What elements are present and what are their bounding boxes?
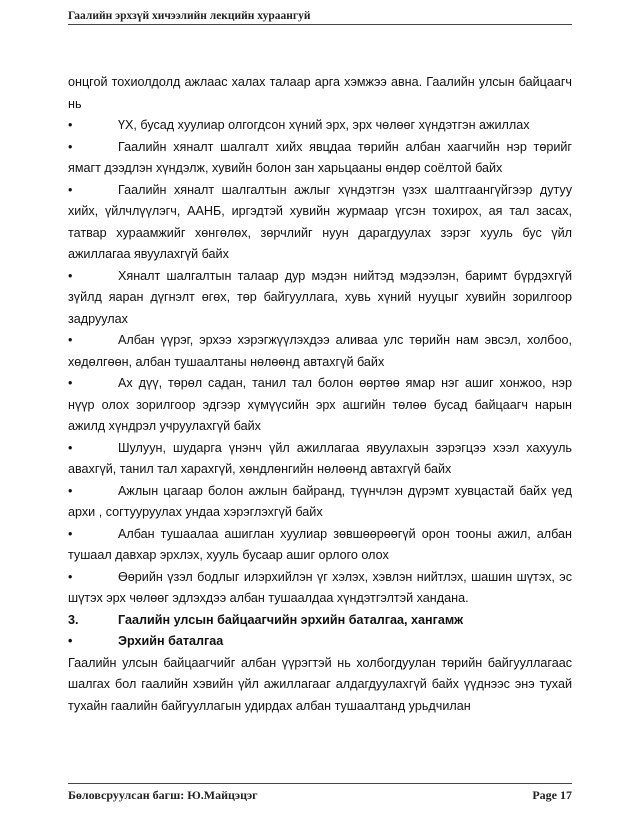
page-header: Гаалийн эрхзүй хичээлийн лекцийн хураангуй [68,10,572,25]
bullet-icon: • [68,376,73,390]
subsection-heading [68,631,572,653]
bullet-icon: • [68,333,73,347]
list-item [68,438,572,481]
bullet-icon: • [68,634,73,648]
list-item-text: ҮХ, бусад хуулиар олгогдсон хүний эрх, эрх чөлөөг хүндэтгэн ажиллах [118,118,530,132]
list-item [68,330,572,373]
bullet-icon: • [68,118,73,132]
page-footer [68,783,572,803]
footer-author: Бөловсруулсан багш: Ю.Майцэцэг [68,788,258,802]
list-item [68,524,572,567]
subsection-title: Эрхийн баталгаа [118,634,224,648]
list-item [68,115,572,137]
list-item-text: Өөрийн үзэл бодлыг илэрхийлэн үг хэлэх, хэвлэн нийтлэх, шашин шүтэх, эс шүтэх эрх чөлөөг эдлэхдээ албан тушаалдаа хүндэтгэлтэй хандана. [68,569,572,605]
bullet-icon: • [68,483,73,498]
document-body [68,72,572,717]
section-number: 3. [68,612,79,627]
list-item-text: Шулуун, шударга үнэнч үйл ажиллагаа явуулахын зэрэгцээ хээл хахууль авахгүй, танил тал харахгүй, хөндлөнгийн нөлөөнд автахгүй байх [68,440,572,476]
list-item-text: Гаалийн хяналт шалгалт хийх явцдаа төрийн албан хаагчийн нэр төрийг ямагт дээдлэн хүндэлж, хувийн болон зан харьцааны өндөр соёлтой байх [68,139,572,175]
bullet-icon: • [68,569,73,584]
list-item-text: Ажлын цагаар болон ажлын байранд, түүнчлэн дүрэмт хувцастай байх үед архи , согтууруулах ундаа хэрэглэхгүй байх [68,483,572,519]
bullet-icon: • [68,139,73,154]
list-item-text: Албан үүрэг, эрхээ хэрэгжүүлэхдээ аливаа улс төрийн нам эвсэл, холбоо, хөдөлгөөн, албан тушаалтаны нөлөөнд автахгүй байх [68,333,572,369]
bullet-icon: • [68,182,73,197]
page-number: Page 17 [532,788,572,802]
list-item [68,180,572,266]
section-title: Гаалийн улсын байцаагчийн эрхийн баталгаа, хангамж [118,612,464,627]
bullet-icon: • [68,440,73,455]
list-item [68,137,572,180]
intro-paragraph: онцгой тохиолдолд ажлаас халах талаар арга хэмжээ авна. Гаалийн улсын байцаагч нь [68,75,572,111]
list-item [68,481,572,524]
list-item [68,266,572,331]
list-item-text: Гаалийн хяналт шалгалтын ажлыг хүндэтгэн үзэх шалтгаангүйгээр дутуу хийх, үйлчлүүлэгч, ААНБ, иргэдтэй хувийн журмаар үгсэн тохирох, ая тал засах, татвар хураамжийг хөнгөлөх, зөрчлийг нуун дарагдуулах зэрэг хууль бус үйл ажиллагаа явуулахгүй байх [68,182,572,261]
list-item [68,567,572,610]
list-item-text: Албан тушаалаа ашиглан хуулиар зөвшөөрөөгүй орон тооны ажил, албан тушаал давхар эрхлэх, хууль бусаар ашиг орлого олох [68,526,572,562]
list-item [68,373,572,438]
section-heading [68,610,572,632]
closing-paragraph: Гаалийн улсын байцаагчийг албан үүрэгтэй нь холбогдуулан төрийн байгууллагаас шалгах бол гаалийн хэвийн үйл ажиллагааг алдагдуулахгүй байх үүднээс энэ тухай тухайн гаалийн байгууллагын удирдах албан тушаалтанд урьдчилан [68,655,572,713]
bullet-icon: • [68,268,73,283]
list-item-text: Хяналт шалгалтын талаар дур мэдэн нийтэд мэдээлэн, баримт бүрдэхгүй зүйлд яаран дүгнэлт өгөх, төр байгууллага, хувь хүний нууцыг хувийн зорилгоор задруулах [68,268,572,326]
bullet-icon: • [68,526,73,541]
list-item-text: Ах дүү, төрөл садан, танил тал болон өөртөө ямар нэг ашиг хонжоо, нэр нүүр олох зорилгоор эдгээр хүмүүсийн эрх ашгийн төлөө бусад байцаагч нарын ажилд хүндрэл учруулахгүй байх [68,376,572,433]
